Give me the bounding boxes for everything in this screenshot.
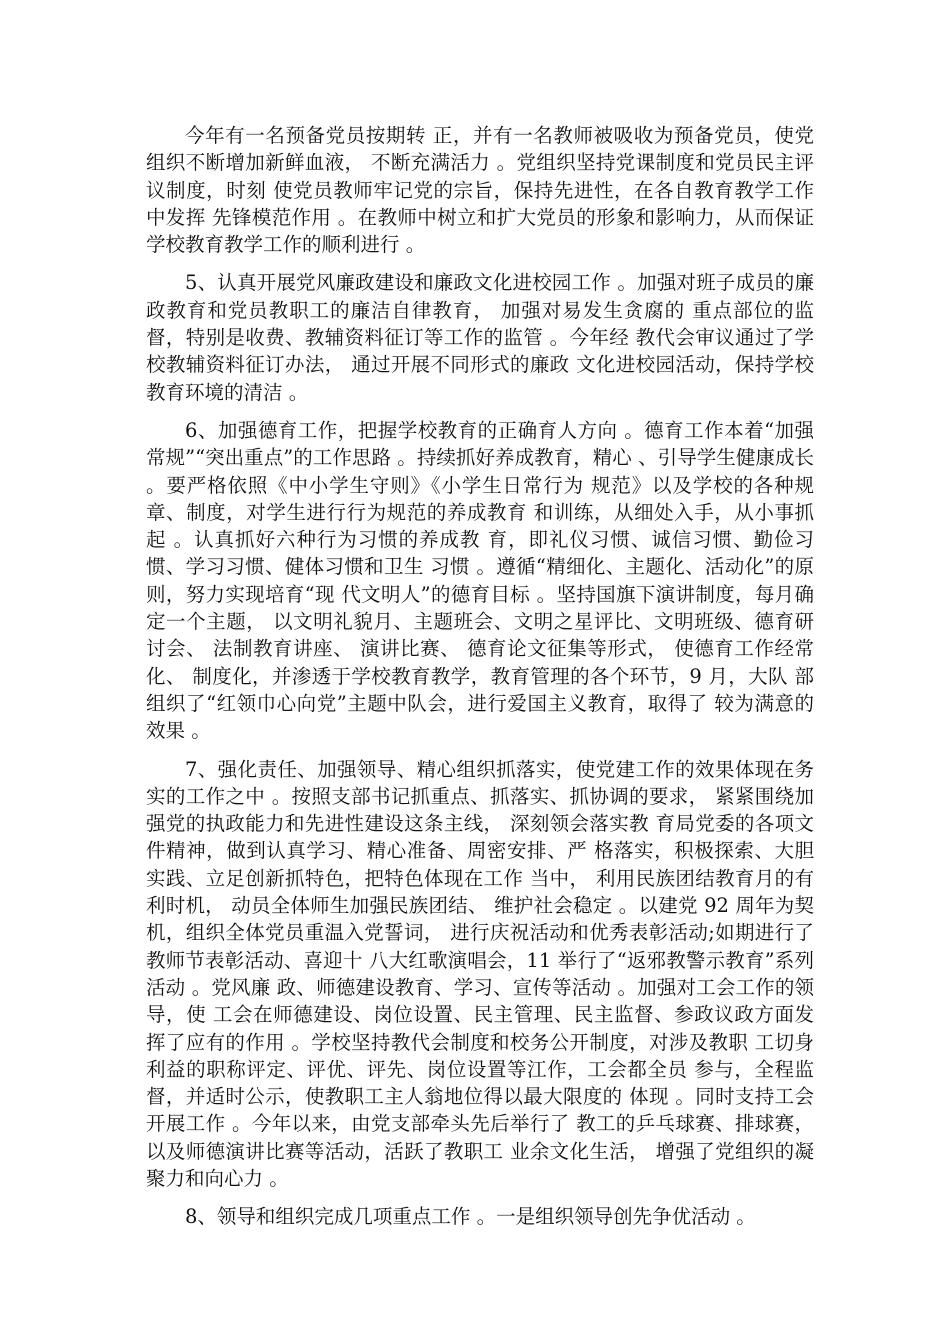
paragraph-item-8-key-tasks: 8、领导和组织完成几项重点工作 。一是组织领导创先争优活动 。 xyxy=(185,1205,756,1229)
paragraph-item-5-clean-government: 5、认真开展党风廉政建设和廉政文化进校园工作 。加强对班子成员的廉政教育和党员教职工的廉洁自律教育， 加强对易发生贪腐的 重点部位的监督，特别是收费、教辅资料征订等工作的监管 。今年经 教代会审议通过了学校教辅资料征订办法， 通过开展不同形式的廉政 文化进校园活动，保持学校教育环境的清洁 。 xyxy=(146,271,814,404)
document-body xyxy=(146,122,814,1242)
paragraph-item-7-responsibility: 7、强化责任、加强领导、精心组织抓落实，使党建工作的效果体现在务实的工作之中 。按照支部书记抓重点、抓落实、抓协调的要求， 紧紧围绕加强党的执政能力和先进性建设这条主线， 深刻领会落实教 育局党委的各项文件精神，做到认真学习、精心准备、周密安排、严 格落实，积极探索、大胆实践、立足创新抓特色，把特色体现在工作 当中， 利用民族团结教育月的有利时机， 动员全体师生加强民族团结、 维护社会稳定 。以建党 92 周年为契机，组织全体党员重温入党誓词， 进行庆祝活动和优秀表彰活动;如期进行了教师节表彰活动、喜迎十 八大红歌演唱会，11 举行了“返邪教警示教育”系列活动 。党风廉 政、师德建设教育、学习、宣传等活动 。加强对工会工作的领导，使 工会在师德建设、岗位设置、民主管理、民主监督、参政议政方面发 挥了应有的作用 。学校坚持教代会制度和校务公开制度，对涉及教职 工切身利益的职称评定、评优、评先、岗位设置等江作，工会都全员 参与，全程监督，并适时公示，使教职工主人翁地位得以最大限度的 体现 。同时支持工会开展工作 。今年以来，由党支部牵头先后举行了 教工的乒乓球赛、排球赛，以及师德演讲比赛等活动，活跃了教职工 业余文化生活， 增强了党组织的凝聚力和向心力 。 xyxy=(146,757,814,1190)
paragraph-item-6-moral-education: 6、加强德育工作，把握学校教育的正确育人方向 。德育工作本着“加强常规”“突出重点”的工作思路 。持续抓好养成教育，精心 、引导学生健康成长 。要严格依照《中小学生守则》《小学生日常行为 规范》以及学校的各种规章、制度，对学生进行行为规范的养成教育 和训练，从细处入手，从小事抓起 。认真抓好六种行为习惯的养成教 育，即礼仪习惯、诚信习惯、勤俭习惯、学习习惯、健体习惯和卫生 习惯 。遵循“精细化、主题化、活动化”的原则，努力实现培育“现 代文明人”的德育目标 。坚持国旗下演讲制度，每月确定一个主题， 以文明礼貌月、主题班会、文明之星评比、文明班级、德育研讨会、 法制教育讲座、 演讲比赛、 德育论文征集等形式， 使德育工作经常化、 制度化，并渗透于学校教育教学，教育管理的各个环节，9 月，大队 部组织了“红领巾心向党”主题中队会，进行爱国主义教育，取得了 较为满意的效果 。 xyxy=(146,418,814,743)
paragraph-party-members: 今年有一名预备党员按期转 正，并有一名教师被吸收为预备党员，使党组织不断增加新鲜血液， 不断充满活力 。党组织坚持党课制度和党员民主评议制度，时刻 使党员教师牢记党的宗旨，保持先进性，在各自教育教学工作中发挥 先锋模范作用 。在教师中树立和扩大党员的形象和影响力，从而保证 学校教育教学工作的顺利进行 。 xyxy=(146,124,814,257)
